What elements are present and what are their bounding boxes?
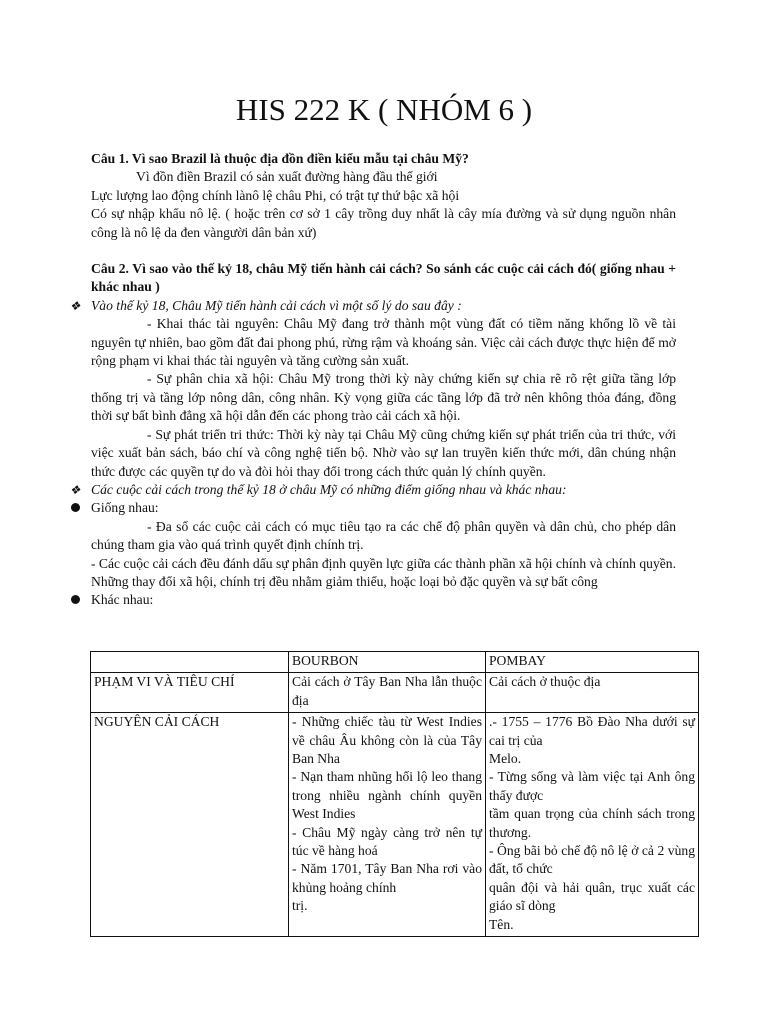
document-body xyxy=(69,150,676,610)
q1-answer-line-2: Lực lượng lao động chính lànô lệ châu Phi, có trật tự thứ bậc xã hội xyxy=(91,187,460,203)
comparison-table xyxy=(90,651,699,937)
row-label-scope: PHẠM VI VÀ TIÊU CHÍ xyxy=(91,673,289,713)
question-1: Câu 1. Vì sao Brazil là thuộc địa đồn điền kiểu mẫu tại châu Mỹ? xyxy=(91,151,469,166)
cause-pombay-line: - Từng sống và làm việc tại Anh ông thấy được xyxy=(489,769,695,803)
table-header-pombay: POMBAY xyxy=(486,652,699,673)
cause-bourbon-line: - Nạn tham nhũng hối lộ leo thang trong nhiều ngành chính quyền West Indies xyxy=(292,769,482,822)
cause-pombay-line: quân đội và hải quân, trục xuất các giáo sĩ dòng xyxy=(489,879,695,914)
similar-point-1: - Đa số các cuộc cải cách có mục tiêu tạo ra các chế độ phân quyền và dân chủ, cho phép dân chúng tham gia vào quá trình quyết định chính trị. xyxy=(91,518,676,553)
cause-bourbon xyxy=(289,713,486,937)
cause-pombay xyxy=(486,713,699,937)
cause-bourbon-line: - Châu Mỹ ngày càng trở nên tự túc về hàng hoá xyxy=(292,824,482,859)
q1-answer-line-3: Có sự nhập khẩu nô lệ. ( hoặc trên cơ sở 1 cây trồng duy nhất là cây mía đường và sử dụng nguồn nhân công là nô lệ da đen vàngười dân bản xứ) xyxy=(91,206,676,240)
similar-label xyxy=(91,499,676,517)
round-bullet-icon xyxy=(65,499,85,517)
table-header-row xyxy=(91,652,699,673)
scope-bourbon: Cải cách ở Tây Ban Nha lẫn thuộc địa xyxy=(289,673,486,713)
question-2: Câu 2. Vì sao vào thế kỷ 18, châu Mỹ tiến hành cải cách? So sánh các cuộc cải cách đó( giống nhau + khác nhau ) xyxy=(91,261,676,295)
compare-heading xyxy=(69,481,676,499)
cause-pombay-line: .- 1755 – 1776 Bồ Đào Nha dưới sự cai trị của xyxy=(489,714,695,748)
cause-pombay-line: Tên. xyxy=(489,916,514,932)
reason-social-division: - Sự phân chia xã hội: Châu Mỹ trong thời kỳ này chứng kiến sự chia rẽ rõ rệt giữa tầng lớp thống trị và tầng lớp nông dân, công nhân. Kỳ vọng giữa các tầng lớp đã trở nên không thỏa đáng, đồng thời sự bất bình đẳng xã hội dẫn đến các phong trào cải cách xã hội. xyxy=(91,371,676,424)
cause-pombay-line: Melo. xyxy=(489,751,522,767)
different-label xyxy=(91,591,676,609)
cause-bourbon-line: trị. xyxy=(292,898,308,914)
table-row xyxy=(91,713,699,937)
different-label-text: Khác nhau: xyxy=(91,592,154,608)
table-header-bourbon: BOURBON xyxy=(289,652,486,673)
q1-answer-line-1: Vì đồn điền Brazil có sản xuất đường hàng đầu thế giới xyxy=(136,169,438,185)
similar-label-text: Giống nhau: xyxy=(91,500,159,516)
table-row xyxy=(91,673,699,713)
reason-knowledge: - Sự phát triển tri thức: Thời kỳ này tại Châu Mỹ cũng chứng kiến sự phát triển của tri thức, với việc xuất bản sách, báo chí và công nghệ tiến bộ. Nhờ vào sự lan truyền kiến thức mới, dân chúng nhận thức được các quyền tự do và đòi hỏi thay đổi trong cách thức quản lý chính quyền. xyxy=(91,426,676,479)
cause-bourbon-line: - Năm 1701, Tây Ban Nha rơi vào khủng hoảng chính xyxy=(292,861,482,895)
row-label-cause: NGUYÊN CẢI CÁCH xyxy=(91,713,289,937)
cause-bourbon-line: - Những chiếc tàu từ West Indies về châu Âu không còn là của Tây Ban Nha xyxy=(292,714,482,767)
similar-point-2: - Các cuộc cải cách đều đánh dấu sự phân định quyền lực giữa các thành phần xã hội chính và chính quyền. Những thay đổi xã hội, chính trị đều nhằm giảm thiểu, hoặc loại bỏ đặc quyền và sự bất công xyxy=(91,555,676,589)
cause-pombay-line: - Ông bãi bỏ chế độ nô lệ ở cả 2 vùng đất, tổ chức xyxy=(489,843,695,877)
reason-resources: - Khai thác tài nguyên: Châu Mỹ đang trở thành một vùng đất có tiềm năng khổng lồ về tài nguyên tự nhiên, bao gồm đất đai phong phú, rừng rậm và khoáng sản. Việc cải cách được thực hiện để mở rộng phạm vi khai thác tài nguyên và tăng cường sản xuất. xyxy=(91,316,676,369)
diamond-bullet-icon: ❖ xyxy=(69,482,81,497)
document-title: HIS 222 K ( NHÓM 6 ) xyxy=(235,92,533,127)
scope-pombay: Cải cách ở thuộc địa xyxy=(486,673,699,713)
cause-pombay-line: tầm quan trọng của chính sách trong thương. xyxy=(489,806,695,840)
round-bullet-icon xyxy=(65,591,85,609)
reasons-heading-text: Vào thế kỷ 18, Châu Mỹ tiến hành cải cách vì một số lý do sau đây : xyxy=(91,297,462,313)
diamond-bullet-icon: ❖ xyxy=(69,298,81,313)
compare-heading-text: Các cuộc cải cách trong thế kỷ 18 ở châu Mỹ có những điểm giống nhau và khác nhau: xyxy=(91,481,567,497)
reasons-heading xyxy=(69,297,676,315)
table-header-empty xyxy=(91,652,289,673)
